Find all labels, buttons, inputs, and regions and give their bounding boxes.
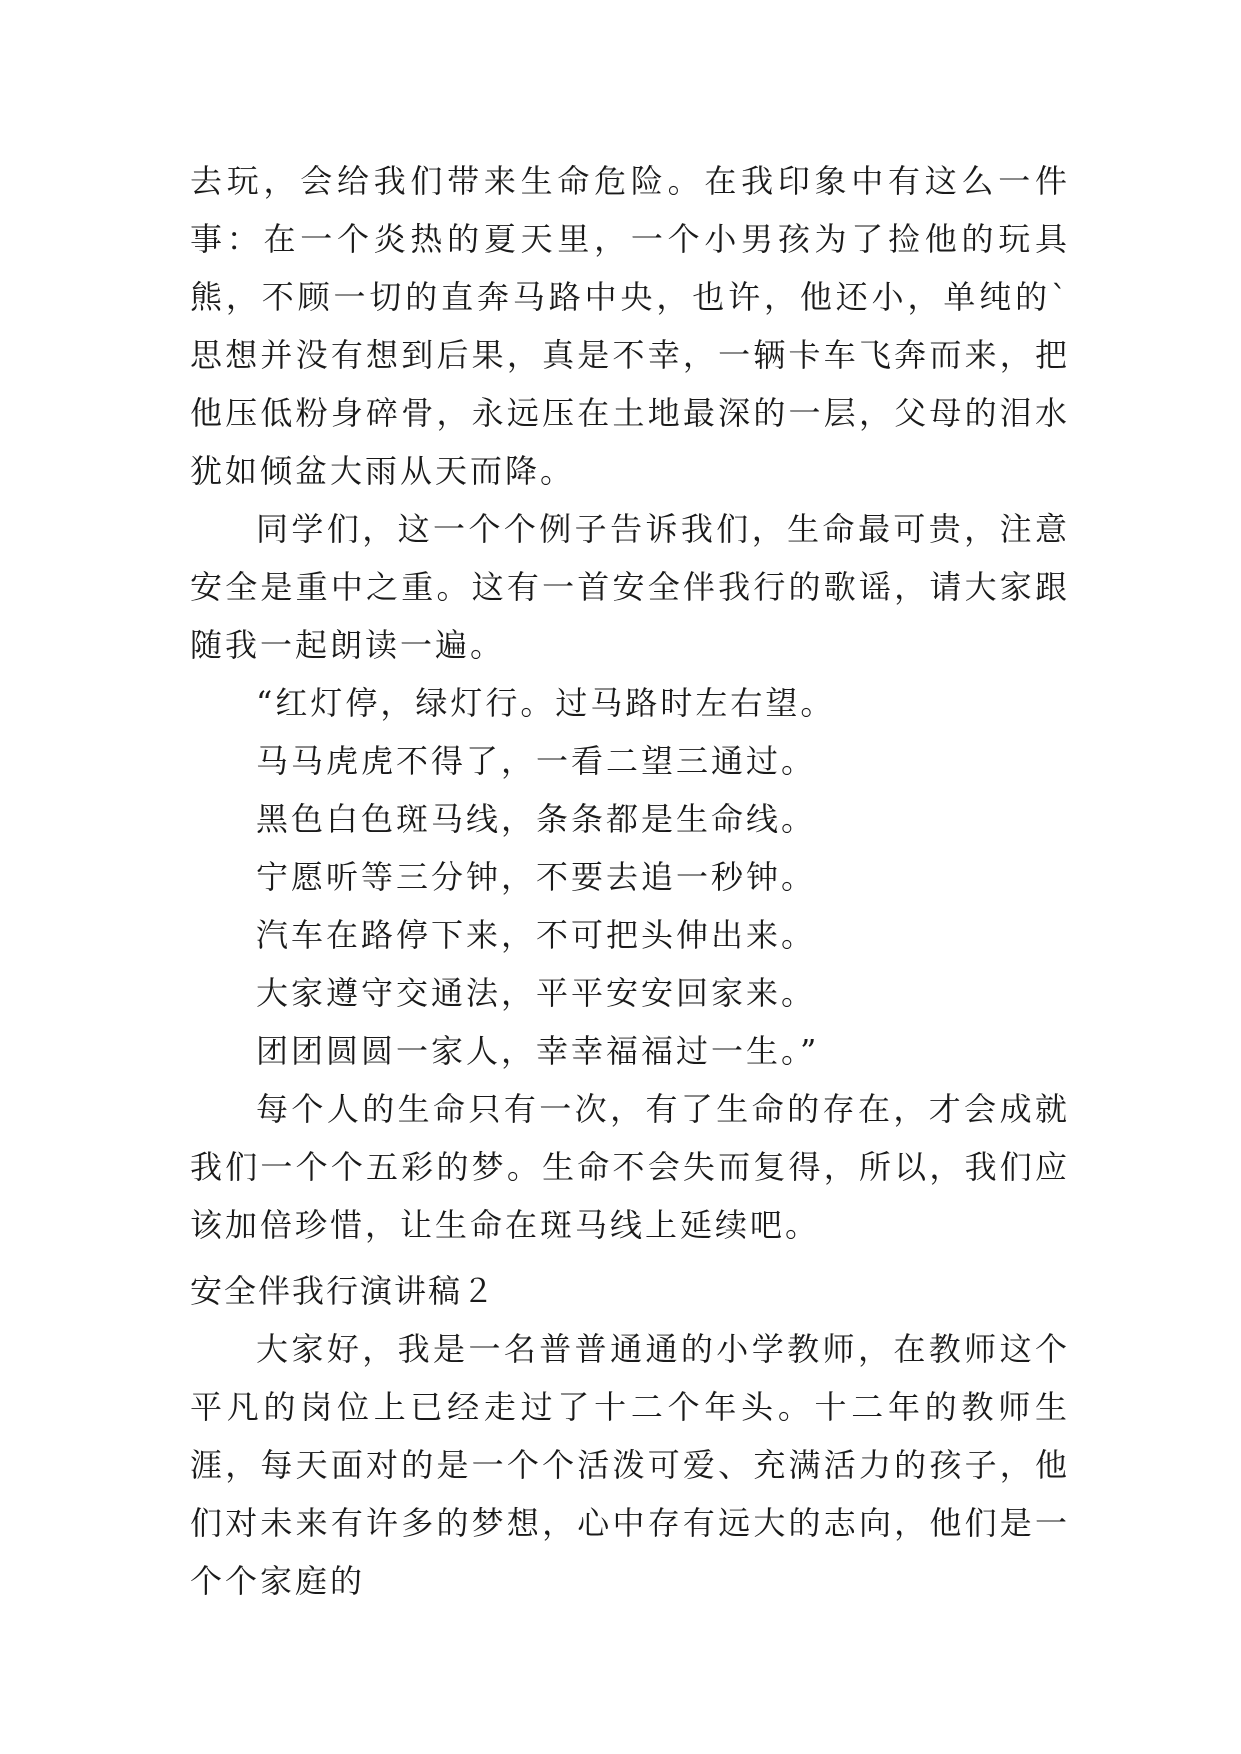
poem-line: 马马虎虎不得了，一看二望三通过。 [256, 742, 817, 780]
poem-line: 团团圆圆一家人，幸幸福福过一生。” [256, 1032, 820, 1070]
poem-line: 大家遵守交通法，平平安安回家来。 [256, 974, 817, 1012]
paragraph-life: 每个人的生命只有一次，有了生命的存在，才会成就我们一个个五彩的梦。生命不会失而复得，所以，我们应该加倍珍惜，让生命在斑马线上延续吧。 [190, 1090, 1070, 1244]
poem-line: 黑色白色斑马线，条条都是生命线。 [256, 800, 817, 838]
paragraph-classmates: 同学们，这一个个例子告诉我们，生命最可贵，注意安全是重中之重。这有一首安全伴我行的歌谣，请大家跟随我一起朗读一遍。 [190, 510, 1070, 664]
paragraph-teacher: 大家好，我是一名普普通通的小学教师，在教师这个平凡的岗位上已经走过了十二个年头。十二年的教师生涯，每天面对的是一个个活泼可爱、充满活力的孩子，他们对未来有许多的梦想，心中存有远大的志向，他们是一个个家庭的 [190, 1330, 1070, 1600]
body-text-top [190, 152, 1070, 1254]
body-text-bottom [190, 1320, 1070, 1610]
section-title: 安全伴我行演讲稿２ [190, 1272, 497, 1310]
poem-line: 宁愿听等三分钟，不要去追一秒钟。 [256, 858, 817, 896]
poem-line: “红灯停，绿灯行。过马路时左右望。 [256, 684, 836, 722]
poem-line: 汽车在路停下来，不可把头伸出来。 [256, 916, 817, 954]
paragraph-continued: 去玩，会给我们带来生命危险。在我印象中有这么一件事：在一个炎热的夏天里，一个小男孩为了捡他的玩具熊，不顾一切的直奔马路中央，也许，他还小，单纯的`思想并没有想到后果，真是不幸，一辆卡车飞奔而来，把他压低粉身碎骨，永远压在土地最深的一层，父母的泪水犹如倾盆大雨从天而降。 [190, 162, 1070, 490]
